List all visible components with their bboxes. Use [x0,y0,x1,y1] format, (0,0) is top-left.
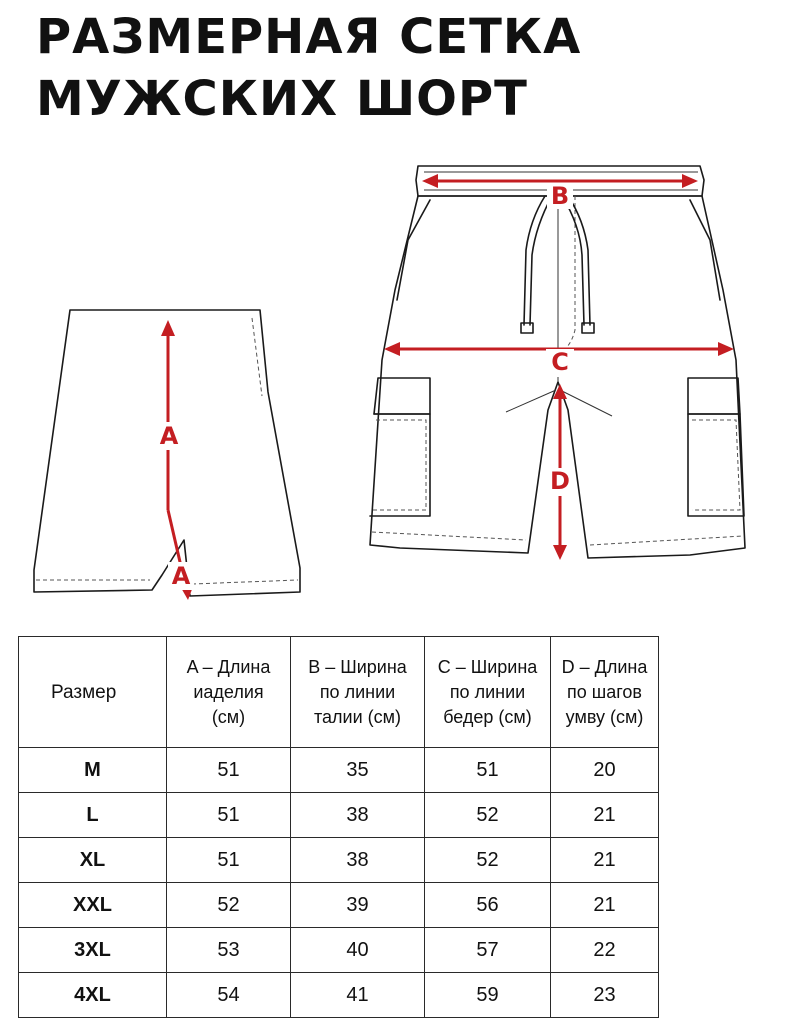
table-row [19,883,659,928]
header-c-hip [425,637,551,748]
size-cell: 4XL [19,973,167,1018]
cargo-pocket-left-body [370,414,430,516]
drawstring-right [568,196,590,325]
size-table-header-row [19,637,659,748]
c-hip-cell: 52 [425,793,551,838]
d-inseam-cell: 20 [551,748,659,793]
table-row [19,928,659,973]
header-d-inseam [551,637,659,748]
size-cell: 3XL [19,928,167,973]
header-a-line-3: (см) [211,706,246,727]
b-waist-cell: 35 [291,748,425,793]
cargo-pocket-right-flap [688,378,740,414]
d-inseam-cell: 21 [551,838,659,883]
header-size-line-1: Размер [51,681,117,703]
header-a-line-2: иаделия [193,681,264,702]
b-waist-cell: 39 [291,883,425,928]
header-b-line-3: талии (см) [313,706,402,727]
a-length-cell: 53 [167,928,291,973]
title-line-2: МУЖСКИХ ШОРТ [36,71,528,127]
b-waist-cell: 40 [291,928,425,973]
front-pocket-right [690,200,720,300]
header-c-line-2: по линии [449,681,526,702]
header-a-line-1: A – Длина [186,656,271,677]
a-length-cell: 51 [167,838,291,883]
size-table [18,636,659,1018]
drawstring-left-inner [530,196,552,325]
b-waist-cell: 41 [291,973,425,1018]
d-inseam-cell: 21 [551,793,659,838]
header-b-waist [291,637,425,748]
size-cell: XXL [19,883,167,928]
measure-a-label: A [159,422,179,450]
header-b-line-1: B – Ширина [308,656,407,677]
header-d-line-3: умву (см) [565,706,644,727]
measure-c-label: C [551,348,569,376]
side-seam-stitch [252,318,262,396]
front-hem-stitch-right [590,536,743,545]
drawstring-tip-left [521,323,533,333]
header-c-line-3: бедер (см) [443,706,532,727]
a-length-cell: 51 [167,793,291,838]
header-c-line-1: C – Ширина [437,656,538,677]
table-row [19,838,659,883]
cargo-pocket-left-flap [374,378,430,414]
table-row [19,973,659,1018]
size-cell: L [19,793,167,838]
measure-d-label: D [550,467,570,495]
cargo-pocket-right-body [688,414,744,516]
header-d-line-1: D – Длина [561,656,648,677]
header-a-length [167,637,291,748]
c-hip-cell: 59 [425,973,551,1018]
c-hip-cell: 57 [425,928,551,973]
table-row [19,793,659,838]
measure-a2-label: A [171,562,191,590]
cargo-pocket-right-stitch [692,420,740,510]
c-hip-cell: 52 [425,838,551,883]
c-hip-cell: 56 [425,883,551,928]
b-waist-cell: 38 [291,838,425,883]
d-inseam-cell: 22 [551,928,659,973]
header-d-line-2: по шагов [567,681,642,702]
d-inseam-cell: 23 [551,973,659,1018]
b-waist-cell: 38 [291,793,425,838]
a-length-cell: 52 [167,883,291,928]
header-size [19,637,167,748]
drawstring-right-inner [562,196,584,325]
front-fly-stitch [556,196,575,354]
d-inseam-cell: 21 [551,883,659,928]
table-row [19,748,659,793]
header-b-line-2: по линии [319,681,396,702]
size-cell: M [19,748,167,793]
title-line-1: РАЗМЕРНАЯ СЕТКА [36,9,582,65]
c-hip-cell: 51 [425,748,551,793]
front-hem-stitch-left [372,532,526,540]
size-cell: XL [19,838,167,883]
a-length-cell: 54 [167,973,291,1018]
a-length-cell: 51 [167,748,291,793]
measure-b-label: B [550,182,570,210]
cargo-pocket-left-stitch [372,420,426,510]
side-hem-stitch-right [192,580,298,584]
measure-a-arrow [161,320,194,600]
